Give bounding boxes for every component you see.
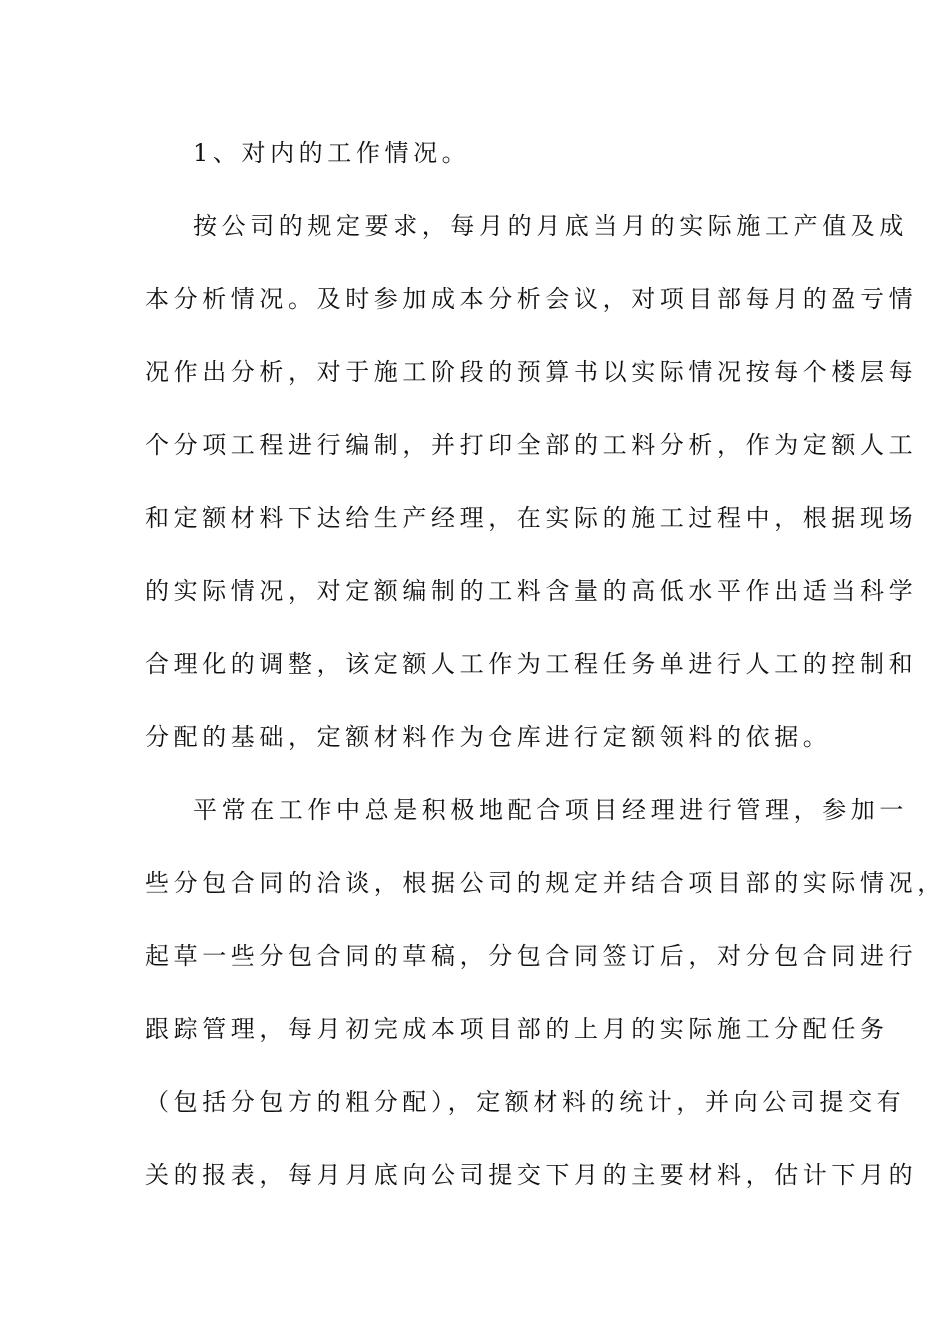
paragraph-2-line-4: 跟踪管理，每月初完成本项目部的上月的实际施工分配任务 — [145, 1015, 889, 1043]
paragraph-2-line-5: （包括分包方的粗分配），定额材料的统计，并向公司提交有 — [145, 1088, 906, 1116]
paragraph-2-line-3: 起草一些分包合同的草稿，分包合同签订后，对分包合同进行 — [145, 942, 918, 970]
paragraph-1-line-1: 按公司的规定要求，每月的月底当月的实际施工产值及成 — [193, 212, 908, 240]
paragraph-1-line-3: 况作出分析，对于施工阶段的预算书以实际情况按每个楼层每 — [145, 358, 918, 386]
paragraph-1-line-4: 个分项工程进行编制，并打印全部的工料分析，作为定额人工 — [145, 431, 918, 459]
section-heading: 1、对内的工作情况。 — [193, 139, 471, 167]
paragraph-1-line-2: 本分析情况。及时参加成本分析会议，对项目部每月的盈亏情 — [145, 285, 918, 313]
paragraph-1-line-8: 分配的基础，定额材料作为仓库进行定额领料的依据。 — [145, 723, 832, 751]
paragraph-1-line-5: 和定额材料下达给生产经理，在实际的施工过程中，根据现场 — [145, 504, 918, 532]
paragraph-2-line-2: 些分包合同的洽谈，根据公司的规定并结合项目部的实际情况， — [145, 869, 946, 897]
paragraph-1-line-7: 合理化的调整，该定额人工作为工程任务单进行人工的控制和 — [145, 650, 918, 678]
paragraph-2-line-6: 关的报表，每月月底向公司提交下月的主要材料，估计下月的 — [145, 1161, 918, 1189]
paragraph-2-line-1: 平常在工作中总是积极地配合项目经理进行管理，参加一 — [193, 796, 908, 824]
paragraph-1-line-6: 的实际情况，对定额编制的工料含量的高低水平作出适当科学 — [145, 577, 918, 605]
